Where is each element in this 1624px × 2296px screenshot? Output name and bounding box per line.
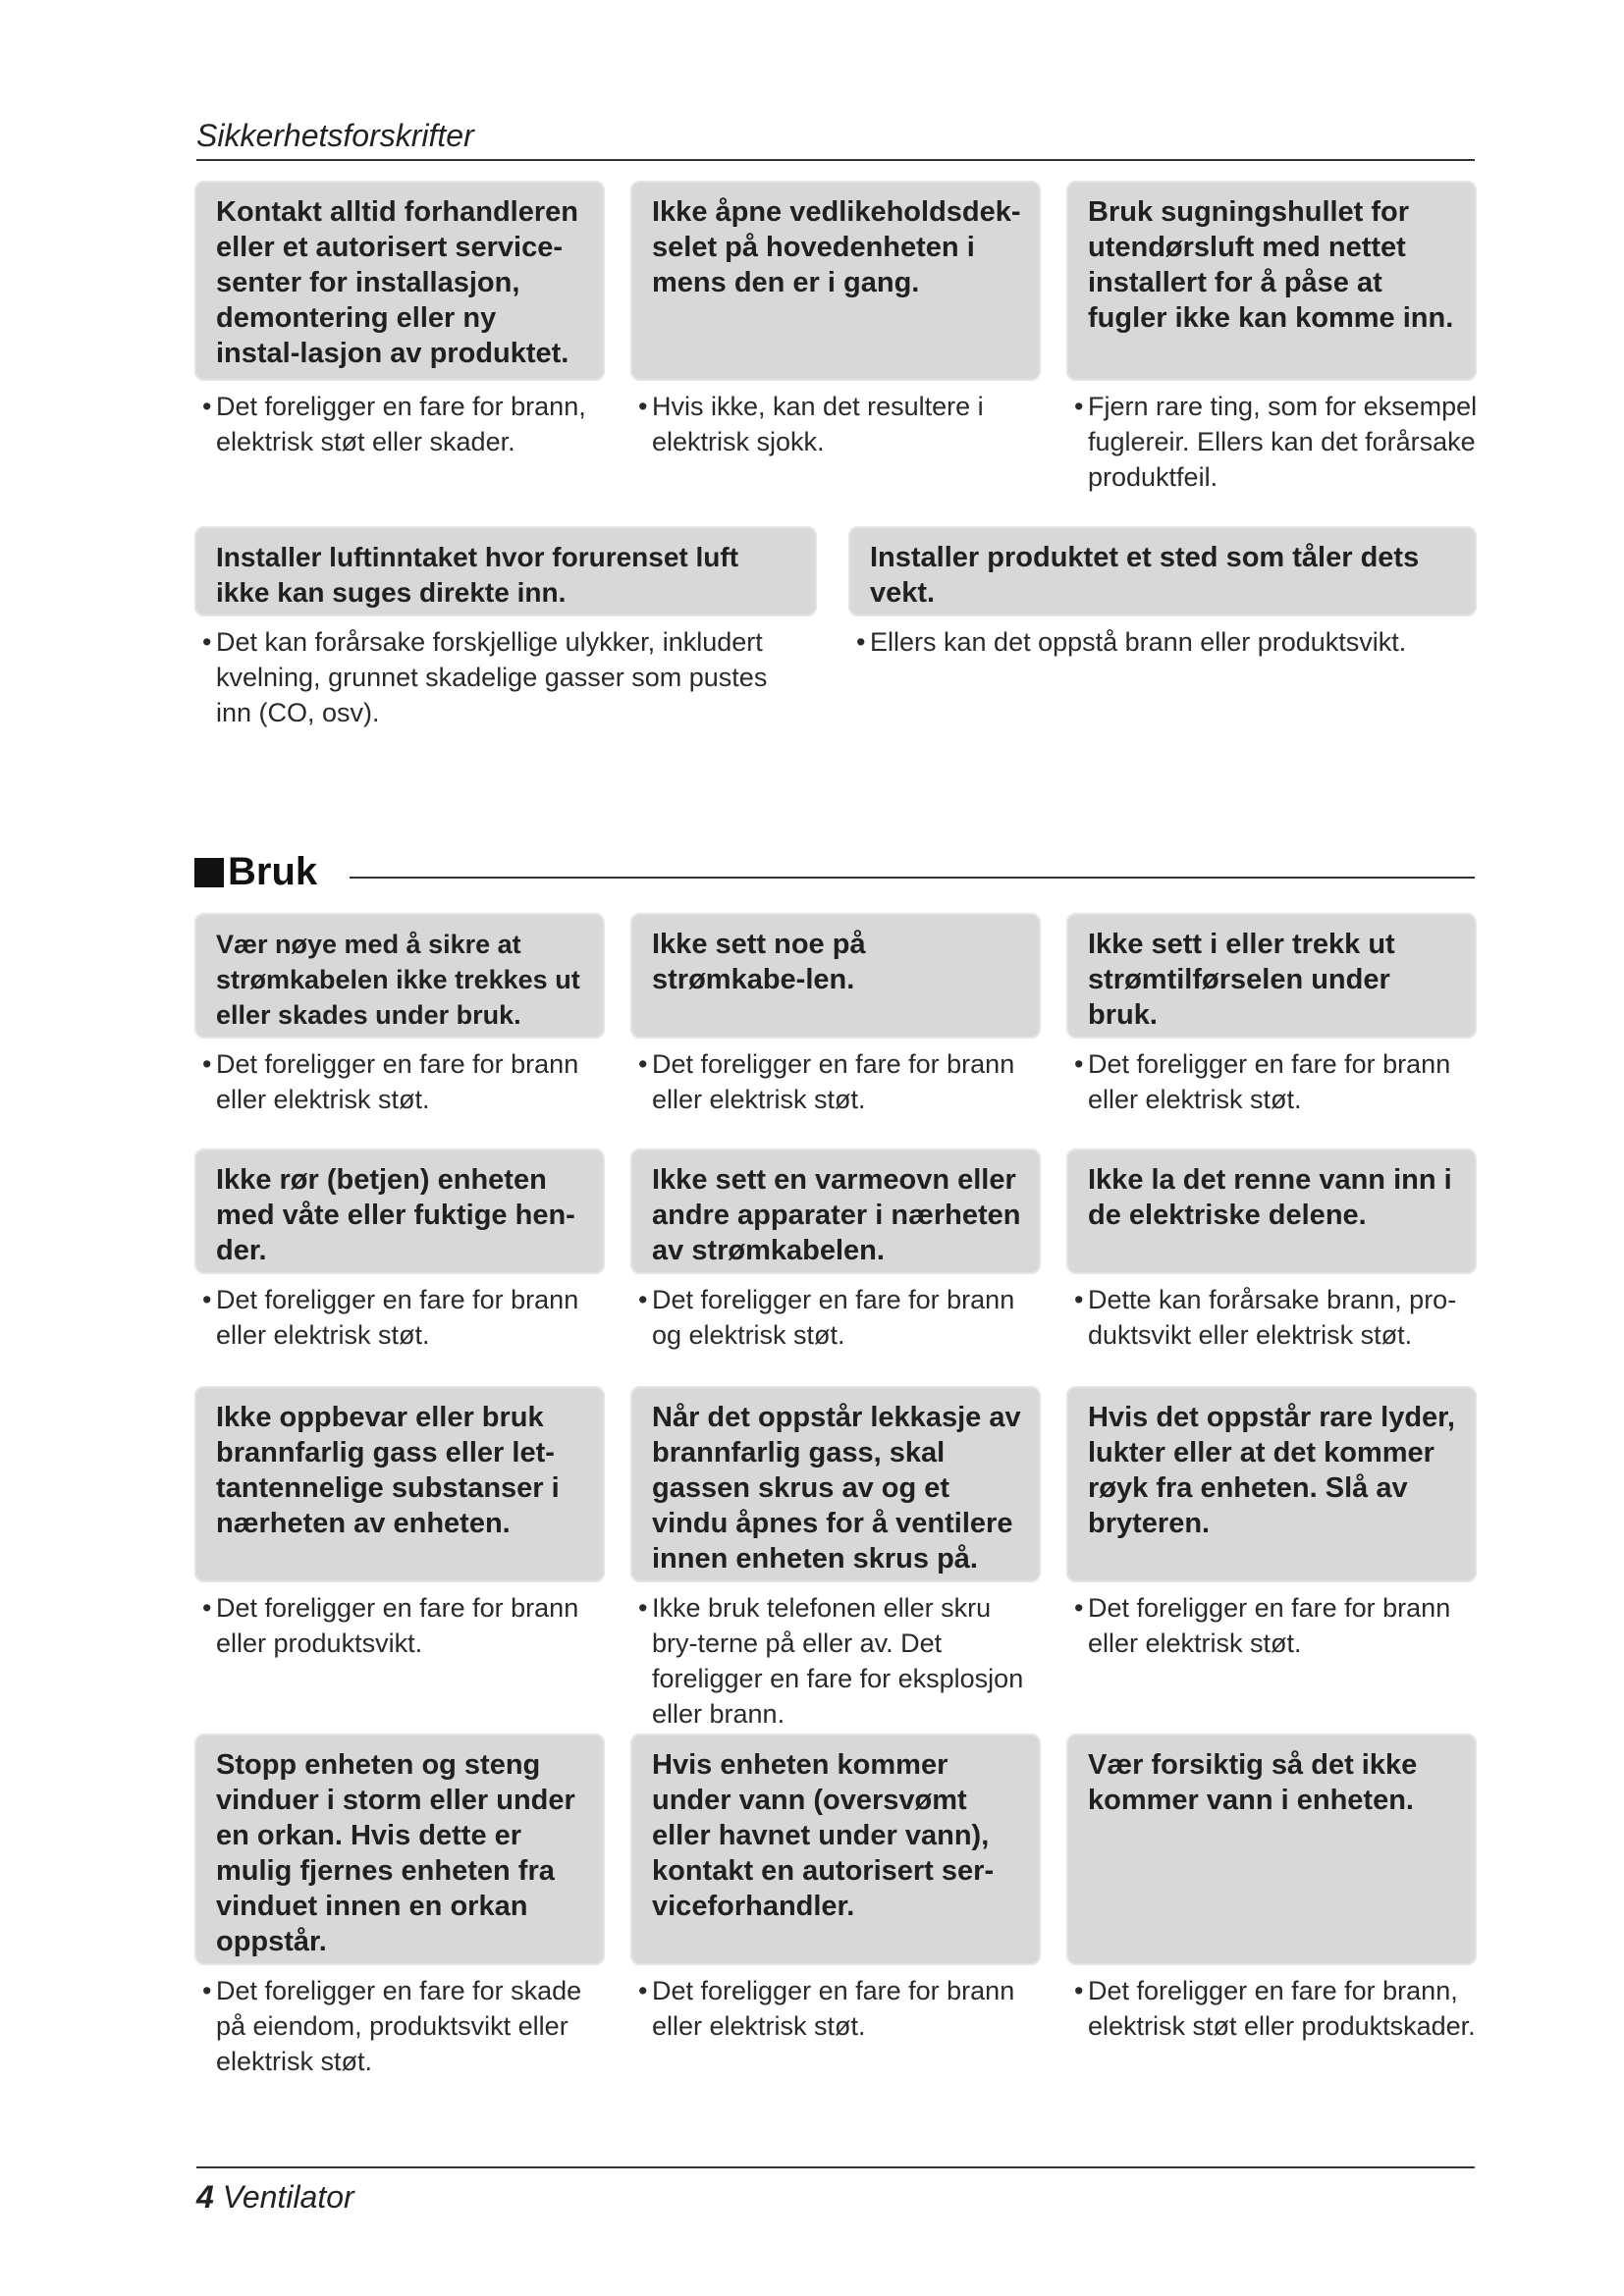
warning-note: • Det foreligger en fare for brann og elektrisk støt. (632, 1282, 1043, 1353)
warning-note: • Det foreligger en fare for brann eller elektrisk støt. (196, 1282, 607, 1353)
warning-card: Ikke la det renne vann inn i de elektriske delene. (1066, 1148, 1477, 1274)
footer-divider (196, 2166, 1475, 2168)
warning-note: • Hvis ikke, kan det resultere i elektrisk sjokk. (632, 389, 1043, 459)
page-number: 4 (196, 2179, 214, 2215)
warning-card: Ikke sett i eller trekk ut strømtilførselen under bruk. (1066, 913, 1477, 1039)
warning-note: • Fjern rare ting, som for eksempel fuglereir. Ellers kan det forårsake produktfeil. (1068, 389, 1479, 495)
warning-note: • Det foreligger en fare for brann eller elektrisk støt. (632, 1046, 1043, 1117)
warning-card: Bruk sugningshullet for utendørsluft med nettet installert for å påse at fugler ikke kan komme inn. (1066, 181, 1477, 381)
warning-note: • Det foreligger en fare for brann eller elektrisk støt. (196, 1046, 607, 1117)
warning-card: Når det oppstår lekkasje av brannfarlig gass, skal gassen skrus av og et vindu åpnes for å ventilere innen enheten skrus på. (630, 1386, 1041, 1582)
section-square-icon (194, 858, 224, 887)
warning-card: Ikke åpne vedlikeholdsdek-selet på hovedenheten i mens den er i gang. (630, 181, 1041, 381)
header-divider (196, 159, 1475, 161)
warning-card: Ikke sett noe på strømkabe-len. (630, 913, 1041, 1039)
warning-card: Installer luftinntaket hvor forurenset luft ikke kan suges direkte inn. (194, 526, 817, 616)
warning-card: Kontakt alltid forhandleren eller et autorisert service-senter for installasjon, demontering eller ny instal-lasjon av produktet. (194, 181, 605, 381)
warning-note: • Det foreligger en fare for brann eller produktsvikt. (196, 1590, 607, 1661)
warning-note: • Ellers kan det oppstå brann eller produktsvikt. (850, 624, 1479, 660)
footer-label: Ventilator (222, 2179, 354, 2215)
warning-note: • Det foreligger en fare for brann eller elektrisk støt. (1068, 1046, 1479, 1117)
warning-card: Hvis det oppstår rare lyder, lukter eller at det kommer røyk fra enheten. Slå av bryteren. (1066, 1386, 1477, 1582)
page-footer (196, 2179, 354, 2216)
warning-card: Vær nøye med å sikre at strømkabelen ikke trekkes ut eller skades under bruk. (194, 913, 605, 1039)
section-divider (350, 877, 1475, 879)
warning-note: • Det foreligger en fare for brann, elektrisk støt eller skader. (196, 389, 607, 459)
warning-card: Installer produktet et sted som tåler dets vekt. (848, 526, 1477, 616)
warning-card: Hvis enheten kommer under vann (oversvømt eller havnet under vann), kontakt en autorisert ser-viceforhandler. (630, 1734, 1041, 1965)
page-header-title: Sikkerhetsforskrifter (196, 118, 474, 153)
warning-note: • Det foreligger en fare for brann eller elektrisk støt. (632, 1973, 1043, 2044)
warning-note: • Ikke bruk telefonen eller skru bry-terne på eller av. Det foreligger en fare for eksplosjon eller brann. (632, 1590, 1043, 1732)
section-heading-bruk (194, 850, 317, 894)
warning-note: • Det kan forårsake forskjellige ulykker, inkludert kvelning, grunnet skadelige gasser som pustes inn (CO, osv). (196, 624, 795, 730)
warning-note: • Det foreligger en fare for brann eller elektrisk støt. (1068, 1590, 1479, 1661)
warning-note: • Det foreligger en fare for skade på eiendom, produktsvikt eller elektrisk støt. (196, 1973, 607, 2079)
warning-card: Ikke oppbevar eller bruk brannfarlig gass eller let-tantennelige substanser i nærheten av enheten. (194, 1386, 605, 1582)
warning-card: Ikke rør (betjen) enheten med våte eller fuktige hen-der. (194, 1148, 605, 1274)
warning-card: Ikke sett en varmeovn eller andre apparater i nærheten av strømkabelen. (630, 1148, 1041, 1274)
warning-note: • Det foreligger en fare for brann, elektrisk støt eller produktskader. (1068, 1973, 1479, 2044)
warning-note: • Dette kan forårsake brann, pro-duktsvikt eller elektrisk støt. (1068, 1282, 1479, 1353)
section-title: Bruk (228, 850, 318, 893)
warning-card: Vær forsiktig så det ikke kommer vann i enheten. (1066, 1734, 1477, 1965)
warning-card: Stopp enheten og steng vinduer i storm eller under en orkan. Hvis dette er mulig fjernes enheten fra vinduet innen en orkan oppstår. (194, 1734, 605, 1965)
